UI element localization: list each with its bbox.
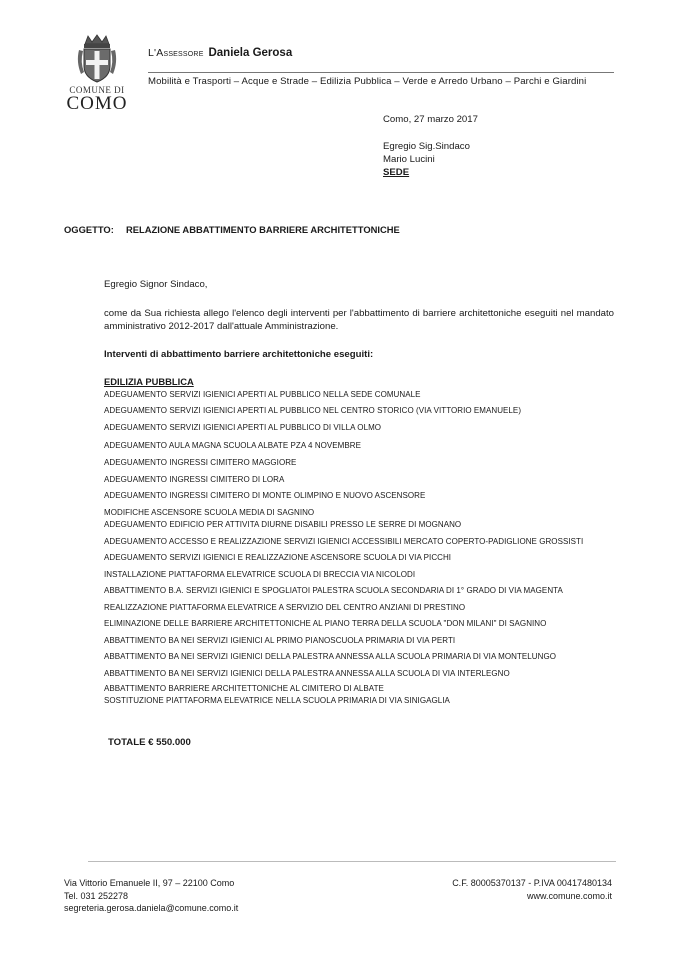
addressee-line-3: SEDE (383, 167, 410, 178)
footer-divider (88, 861, 616, 862)
section-title: EDILIZIA PUBBLICA (104, 376, 194, 387)
body-paragraph: come da Sua richiesta allego l'elenco degli interventi per l'abbattimento di barriere architettoniche eseguiti nel mandato amministrativo 2012-2017 dall'attuale Amministrazione. (104, 308, 614, 332)
assessore-name: Daniela Gerosa (208, 47, 293, 59)
logo-small-text: COMUNE DI (69, 85, 125, 95)
addressee-block (383, 140, 470, 179)
salutation: Egregio Signor Sindaco, (104, 279, 208, 290)
footer-contacts (64, 877, 238, 915)
subject-line (64, 224, 400, 235)
list-item: ADEGUAMENTO EDIFICIO PER ATTIVITA DIURNE DISABILI PRESSO LE SERRE DI MOGNANO (104, 520, 462, 529)
addressee-line-2: Mario Lucini (383, 154, 435, 165)
list-item: ADEGUAMENTO INGRESSI CIMITERO MAGGIORE (104, 458, 297, 467)
footer-website[interactable]: www.comune.como.it (526, 890, 612, 901)
list-item: ADEGUAMENTO ACCESSO E REALIZZAZIONE SERVIZI IGIENICI ACCESSIBILI MERCATO COPERTO-PADIGLIONE GROSSISTI (104, 537, 584, 546)
subject-text: RELAZIONE ABBATTIMENTO BARRIERE ARCHITETTONICHE (126, 224, 400, 235)
list-item: ADEGUAMENTO AULA MAGNA SCUOLA ALBATE PZA 4 NOVEMBRE (104, 441, 361, 450)
comune-logo (64, 34, 130, 113)
list-item: ADEGUAMENTO SERVIZI IGIENICI APERTI AL PUBBLICO NEL CENTRO STORICO (VIA VITTORIO EMANUELE) (104, 406, 522, 415)
list-item: ABBATTIMENTO B.A. SERVIZI IGIENICI E SPOGLIATOI PALESTRA SCUOLA SECONDARIA DI 1° GRADO DI VIA MAGENTA (104, 586, 563, 595)
list-item: REALIZZAZIONE PIATTAFORMA ELEVATRICE A SERVIZIO DEL CENTRO ANZIANI DI PRESTINO (104, 603, 466, 612)
list-item: ABBATTIMENTO BARRIERE ARCHITETTONICHE AL CIMITERO DI ALBATE (104, 684, 384, 693)
subject-label: OGGETTO: (64, 224, 114, 235)
footer-fiscal (452, 877, 612, 902)
header-divider (148, 72, 614, 73)
list-item: ELIMINAZIONE DELLE BARRIERE ARCHITETTONICHE AL PIANO TERRA DELLA SCUOLA "DON MILANI" DI SAGNINO (104, 619, 547, 628)
list-item: ADEGUAMENTO SERVIZI IGIENICI APERTI AL PUBBLICO DI VILLA OLMO (104, 423, 382, 432)
footer-fiscal-codes: C.F. 80005370137 - P.IVA 00417480134 (452, 878, 612, 888)
interventi-heading: Interventi di abbattimento barriere architettoniche eseguiti: (104, 349, 374, 360)
list-item: INSTALLAZIONE PIATTAFORMA ELEVATRICE SCUOLA DI BRECCIA VIA NICOLODI (104, 570, 416, 579)
coat-of-arms-icon (75, 34, 119, 84)
footer-email: segreteria.gerosa.daniela@comune.como.it (64, 903, 239, 913)
assessore-line (148, 47, 292, 59)
logo-big-text: COMO (66, 93, 128, 114)
footer-tel: Tel. 031 252278 (64, 890, 129, 901)
list-item: ABBATTIMENTO BA NEI SERVIZI IGIENICI DELLA PALESTRA ANNESSA ALLA SCUOLA DI VIA INTERLEGNO (104, 669, 510, 678)
list-item: ADEGUAMENTO SERVIZI IGIENICI E REALIZZAZIONE ASCENSORE SCUOLA DI VIA PICCHI (104, 553, 452, 562)
list-item: ABBATTIMENTO BA NEI SERVIZI IGIENICI AL PRIMO PIANOSCUOLA PRIMARIA DI VIA PERTI (104, 636, 456, 645)
list-item: MODIFICHE ASCENSORE SCUOLA MEDIA DI SAGNINO (104, 508, 315, 517)
list-item: ABBATTIMENTO BA NEI SERVIZI IGIENICI DELLA PALESTRA ANNESSA ALLA SCUOLA PRIMARIA DI VIA MONTELUNGO (104, 652, 557, 661)
list-item: ADEGUAMENTO INGRESSI CIMITERO DI LORA (104, 475, 285, 484)
assessore-role: L'Assessore (148, 47, 204, 59)
addressee-line-1: Egregio Sig.Sindaco (383, 141, 470, 152)
total-amount: TOTALE € 550.000 (108, 737, 191, 748)
letter-date: Como, 27 marzo 2017 (383, 114, 478, 125)
departments-line: Mobilità e Trasporti – Acque e Strade – Edilizia Pubblica – Verde e Arredo Urbano – Parchi e Giardini (148, 76, 587, 87)
footer-address: Via Vittorio Emanuele II, 97 – 22100 Como (64, 878, 235, 888)
list-item: ADEGUAMENTO SERVIZI IGIENICI APERTI AL PUBBLICO NELLA SEDE COMUNALE (104, 390, 421, 399)
list-item: SOSTITUZIONE PIATTAFORMA ELEVATRICE NELLA SCUOLA PRIMARIA DI VIA SINIGAGLIA (104, 696, 450, 705)
list-item: ADEGUAMENTO INGRESSI CIMITERO DI MONTE OLIMPINO E NUOVO ASCENSORE (104, 491, 426, 500)
